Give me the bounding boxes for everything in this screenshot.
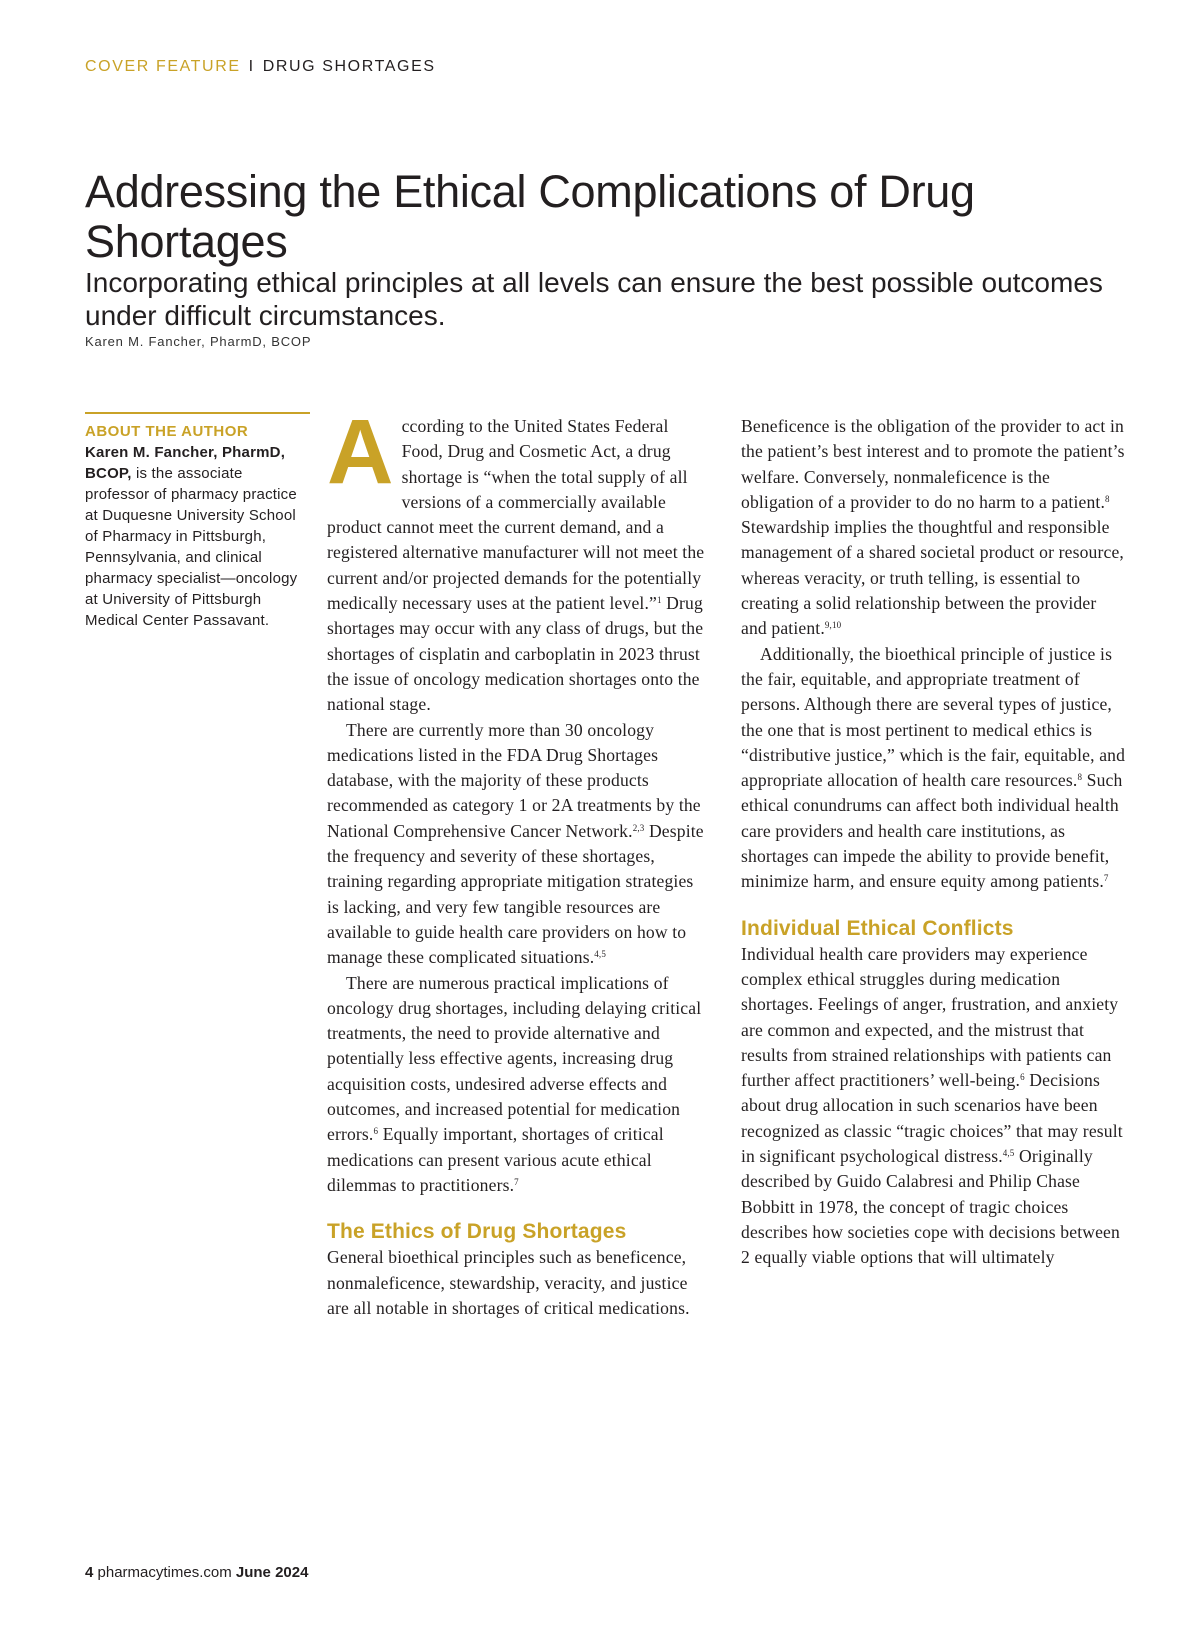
reference-marker: 7 bbox=[514, 1176, 519, 1187]
drop-cap: A bbox=[327, 401, 394, 503]
reference-marker: 4,5 bbox=[1002, 1148, 1015, 1159]
paragraph-5-tail: Stewardship implies the thoughtful and responsible management of a shared societal product or resource, whereas veracity, or truth telling, is essential to creating a solid relationship between the provider and patient. bbox=[741, 517, 1124, 639]
reference-marker: 4,5 bbox=[594, 949, 606, 960]
author-bio: is the associate professor of pharmacy practice at Duquesne University School of Pharmacy in Pittsburgh, Pennsylvania, and clinical pharmacy specialist—oncology at University of Pittsburgh Medical Center Passavant. bbox=[85, 465, 298, 629]
paragraph-6 bbox=[741, 642, 1126, 895]
paragraph-7-tail: Decisions about drug allocation in such scenarios have been recognized as classic “tragic choices” that may result in significant psychological distress. bbox=[741, 1070, 1123, 1167]
section-heading-ethics: The Ethics of Drug Shortages bbox=[327, 1220, 627, 1244]
paragraph-1-text: ccording to the United States Federal Food, Drug and Cosmetic Act, a drug shortage is “when the total supply of all versions of a commercially available product cannot meet the current demand, and a registered alternative manufacturer will not meet the current and/or projected demands for the potentially medically necessary uses at the patient level.” bbox=[327, 416, 705, 614]
reference-marker: 8 bbox=[1105, 493, 1110, 504]
body-column-2 bbox=[741, 414, 1126, 1271]
article-subtitle: Incorporating ethical principles at all levels can ensure the best possible outcomes under difficult circumstances. bbox=[85, 267, 1103, 331]
page-number: 4 bbox=[85, 1564, 94, 1581]
reference-marker: 9,10 bbox=[824, 620, 842, 631]
paragraph-3 bbox=[327, 971, 709, 1199]
paragraph-7-text: Individual health care providers may experience complex ethical struggles during medication shortages. Feelings of anger, frustration, and anxiety are common and expected, and the mistrust that results from strained relationships with patients can further affect practitioners’ well-being. bbox=[741, 943, 1119, 1091]
page-footer bbox=[85, 1564, 308, 1581]
reference-marker: 2,3 bbox=[632, 822, 645, 833]
paragraph-6-tail: Such ethical conundrums can affect both individual health care providers and health care institutions, as shortages can impede the ability to provide benefit, minimize harm, and ensure equity among patients. bbox=[741, 770, 1123, 892]
reference-marker: 8 bbox=[1077, 772, 1083, 783]
about-author-text bbox=[85, 442, 310, 631]
paragraph-5-text: Beneficence is the obligation of the provider to act in the patient’s best interest and to promote the patient’s welfare. Conversely, nonmaleficence is the obligation of a provider to do no harm to a patient. bbox=[741, 416, 1125, 512]
paragraph-7-tail-2: Originally described by Guido Calabresi and Philip Chase Bobbitt in 1978, the concept of tragic choices describes how societies cope with decisions between 2 equally viable options that will ultimately bbox=[741, 1146, 1120, 1268]
section-label: COVER FEATURE bbox=[85, 58, 241, 75]
author-name: Karen M. Fancher, PharmD, BCOP, bbox=[85, 444, 286, 482]
footer-site: pharmacytimes.com bbox=[97, 1564, 232, 1581]
about-author-heading: ABOUT THE AUTHOR bbox=[85, 423, 249, 440]
paragraph-6-text: Additionally, the bioethical principle of justice is the fair, equitable, and appropriate treatment of persons. Although there are several types of justice, the one that is most pertinent to medical ethics is “distributive justice,” which is the fair, equitable, and appropriate allocation of health care resources. bbox=[741, 643, 1126, 791]
topic-label: DRUG SHORTAGES bbox=[262, 58, 436, 75]
paragraph-3-tail: Equally important, shortages of critical medications can present various acute ethical dilemmas to practitioners. bbox=[327, 1124, 664, 1195]
reference-marker: 6 bbox=[1020, 1072, 1025, 1083]
footer-issue: June 2024 bbox=[235, 1564, 309, 1581]
reference-marker: 6 bbox=[373, 1126, 379, 1137]
section-heading-individual: Individual Ethical Conflicts bbox=[741, 916, 1014, 940]
section-kicker bbox=[85, 58, 436, 76]
paragraph-2 bbox=[327, 718, 709, 971]
paragraph-5 bbox=[741, 414, 1126, 642]
paragraph-7 bbox=[741, 942, 1126, 1271]
reference-marker: 7 bbox=[1103, 873, 1109, 884]
paragraph-4: General bioethical principles such as beneficence, nonmaleficence, stewardship, veracity, and justice are all notable in shortages of critical medications. bbox=[327, 1247, 690, 1318]
article-title: Addressing the Ethical Complications of Drug Shortages bbox=[85, 166, 975, 267]
about-author-box bbox=[85, 412, 310, 631]
paragraph-1-tail: Drug shortages may occur with any class of drugs, but the shortages of cisplatin and carboplatin in 2023 thrust the issue of oncology medication shortages onto the national stage. bbox=[327, 593, 704, 715]
body-column-1 bbox=[327, 401, 709, 1321]
paragraph-3-text: There are numerous practical implications of oncology drug shortages, including delaying critical treatments, the need to provide alternative and potentially less effective agents, increasing drug acquisition costs, undesired adverse effects and outcomes, and increased potential for medication errors. bbox=[327, 972, 702, 1145]
article-byline: Karen M. Fancher, PharmD, BCOP bbox=[85, 334, 312, 349]
paragraph-1 bbox=[327, 401, 709, 718]
paragraph-2-text: There are currently more than 30 oncology medications listed in the FDA Drug Shortages database, with the majority of these products recommended as category 1 or 2A treatments by the National Comprehensive Cancer Network. bbox=[327, 719, 701, 841]
reference-marker: 1 bbox=[656, 595, 662, 606]
kicker-separator: I bbox=[248, 58, 255, 75]
paragraph-2-tail: Despite the frequency and severity of these shortages, training regarding appropriate mitigation strategies is lacking, and very few tangible resources are available to guide health care providers on how to manage these complicated situations. bbox=[327, 820, 704, 968]
